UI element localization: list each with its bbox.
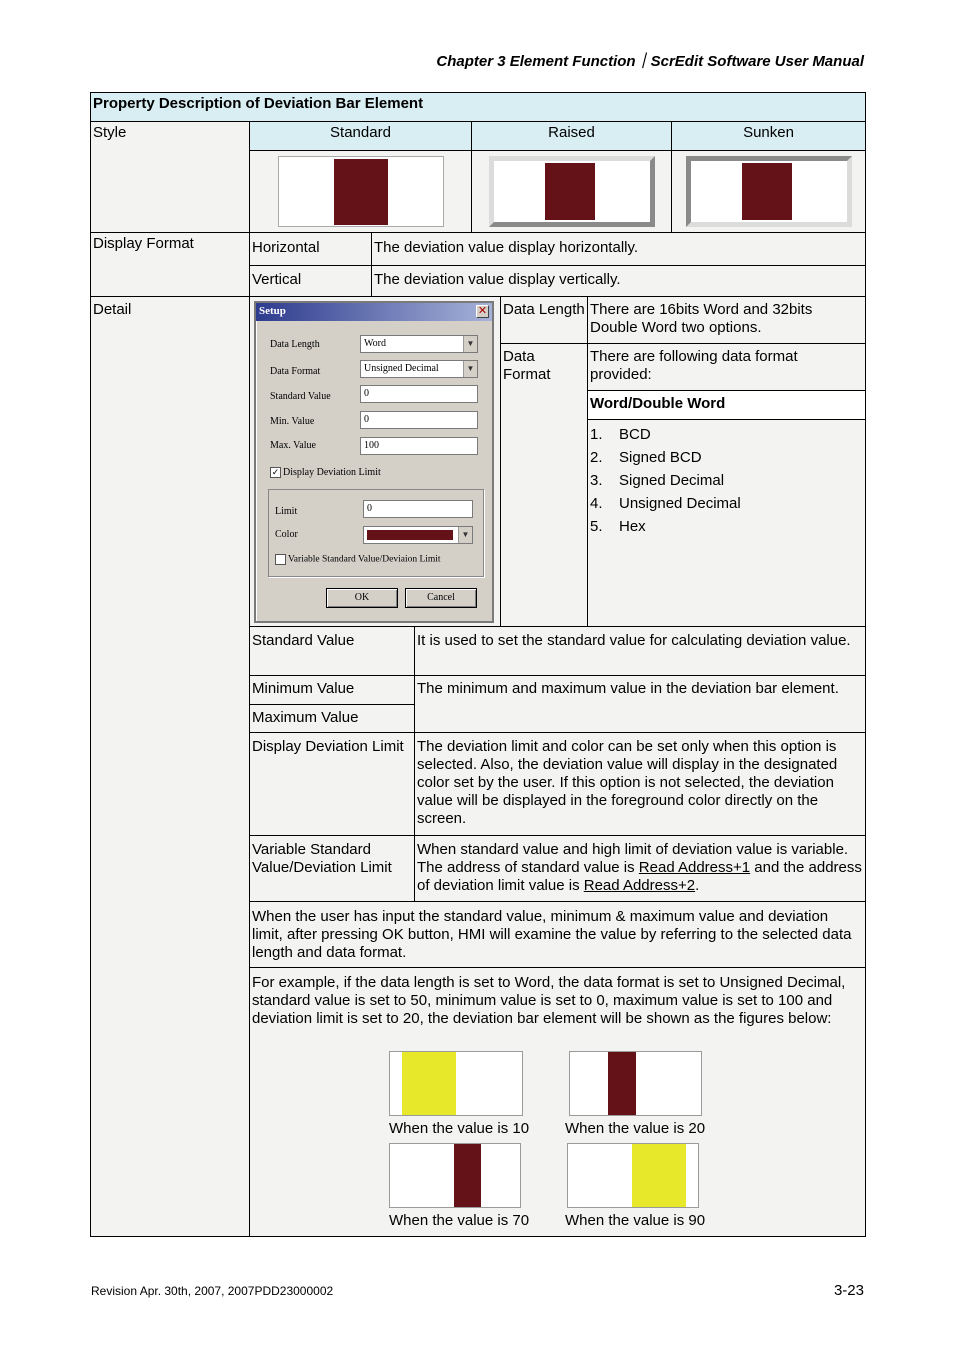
data-length-desc: There are 16bits Word and 32bits Double Word two options. (587, 296, 866, 344)
data-format-desc: There are following data format provided: (587, 343, 866, 391)
checkmark-icon: ✓ (271, 467, 280, 478)
example-bar-70 (389, 1143, 521, 1208)
ok-button[interactable]: OK (326, 588, 398, 608)
style-label: Style (90, 121, 250, 233)
example-fill-20 (608, 1052, 636, 1115)
list-item: 3. Signed Decimal (590, 472, 725, 489)
color-label: Color (275, 529, 298, 540)
raised-deviation-bar (545, 163, 595, 220)
list-item: 4. Unsigned Decimal (590, 495, 741, 512)
style-raised-header: Raised (471, 121, 672, 151)
list-item: 2. Signed BCD (590, 449, 702, 466)
close-icon[interactable]: ✕ (477, 305, 488, 317)
table-title: Property Description of Deviation Bar Element (90, 92, 866, 122)
example-bar-20 (569, 1051, 702, 1116)
display-deviation-limit-checkbox[interactable] (270, 467, 381, 478)
example-caption-20: When the value is 20 (565, 1120, 706, 1137)
setup-dialog-title: Setup (256, 303, 492, 321)
data-format-label: Data Format (270, 366, 321, 377)
example-caption-10: When the value is 10 (389, 1120, 530, 1137)
data-format-subheader: Word/Double Word (587, 390, 866, 420)
min-value-input[interactable]: 0 (360, 411, 478, 429)
display-format-horizontal: Horizontal (249, 232, 372, 266)
sunken-style-preview (686, 156, 852, 227)
detail-label: Detail (90, 296, 250, 1237)
deviation-limit-group (268, 489, 484, 577)
example-text: For example, if the data length is set to Word, the data format is set to Unsigned Decimal, standard value is set to 50, minimum value is set to 0, maximum value is set to 100 and deviation limit is set to 20, the deviation bar element will be shown as the figures below: (252, 974, 846, 1027)
display-format-vertical: Vertical (249, 265, 372, 297)
display-deviation-limit-term: Display Deviation Limit (249, 732, 415, 836)
display-format-vertical-desc: The deviation value display vertically. (371, 265, 866, 297)
standard-value-desc: It is used to set the standard value for calculating deviation value. (414, 626, 866, 676)
data-format-list-cell (587, 419, 866, 627)
min-value-label: Min. Value (270, 416, 315, 427)
minimum-value-term: Minimum Value (249, 675, 415, 705)
data-length-select[interactable] (360, 335, 478, 353)
standard-value-label: Standard Value (270, 391, 331, 402)
standard-value-term: Standard Value (249, 626, 415, 676)
note-paragraph: When the user has input the standard value, minimum & maximum value and deviation limit, after pressing OK button, HMI will examine the value by referring to the selected data length and data format. (249, 901, 866, 968)
example-fill-10 (402, 1052, 456, 1115)
variable-standard-text: Variable Standard Value/Deviaion Limit (288, 554, 441, 565)
display-format-horizontal-desc: The deviation value display horizontally. (371, 232, 866, 266)
example-bar-90 (567, 1143, 699, 1208)
maximum-value-term: Maximum Value (249, 704, 415, 733)
chevron-down-icon[interactable]: ▼ (458, 527, 472, 543)
list-item: 5. Hex (590, 518, 646, 535)
data-format-list (590, 423, 863, 538)
example-fill-90 (632, 1144, 686, 1207)
color-swatch (367, 530, 453, 540)
data-length-label: Data Length (270, 339, 320, 350)
example-bar-10 (389, 1051, 523, 1116)
list-item: 1. BCD (590, 426, 651, 443)
max-value-label: Max. Value (270, 440, 316, 451)
setup-dialog (254, 301, 494, 623)
display-format-label: Display Format (90, 232, 250, 297)
chevron-down-icon[interactable]: ▼ (463, 336, 477, 352)
footer-revision: Revision Apr. 30th, 2007, 2007PDD23000002 (91, 1284, 334, 1298)
page-number: 3-23 (833, 1282, 864, 1299)
data-format-select[interactable] (360, 360, 478, 378)
standard-deviation-bar (334, 159, 388, 225)
limit-input[interactable]: 0 (363, 500, 473, 518)
data-format-term: Data Format (500, 343, 588, 627)
variable-standard-checkbox[interactable] (275, 554, 441, 565)
cancel-button[interactable]: Cancel (405, 588, 477, 608)
variable-standard-term: Variable Standard Value/Deviation Limit (249, 835, 415, 902)
example-caption-70: When the value is 70 (389, 1212, 530, 1229)
variable-standard-desc: When standard value and high limit of deviation value is variable. The address of standard value is Read Address+1 and the address of deviation limit value is Read Address+2. (414, 835, 866, 902)
standard-value-input[interactable]: 0 (360, 385, 478, 403)
page-header: Chapter 3 Element Function｜ScrEdit Software User Manual (436, 53, 864, 70)
read-address-2-link: Read Address+2 (583, 877, 696, 894)
example-caption-90: When the value is 90 (565, 1212, 706, 1229)
data-length-term: Data Length (500, 296, 588, 344)
example-cell (249, 967, 866, 1237)
style-sunken-header: Sunken (671, 121, 866, 151)
example-fill-70 (454, 1144, 481, 1207)
max-value-input[interactable]: 100 (360, 437, 478, 455)
read-address-1-link: Read Address+1 (638, 859, 751, 876)
color-picker[interactable] (363, 526, 473, 544)
min-max-desc: The minimum and maximum value in the deviation bar element. (414, 675, 866, 733)
style-standard-header: Standard (249, 121, 472, 151)
standard-style-preview (278, 156, 444, 227)
sunken-deviation-bar (742, 163, 792, 220)
raised-style-preview (489, 156, 655, 227)
data-format-value: Unsigned Decimal (364, 363, 439, 374)
data-length-value: Word (364, 338, 386, 349)
checkbox-empty-icon (275, 554, 286, 565)
limit-label: Limit (275, 506, 298, 517)
display-deviation-limit-text: Display Deviation Limit (283, 467, 381, 478)
chevron-down-icon[interactable]: ▼ (463, 361, 477, 377)
display-deviation-limit-desc: The deviation limit and color can be set only when this option is selected. Also, the deviation value will display in the designated color set by the user. If this option is not selected, the deviation value will be displayed in the foreground color directly on the screen. (414, 732, 866, 836)
